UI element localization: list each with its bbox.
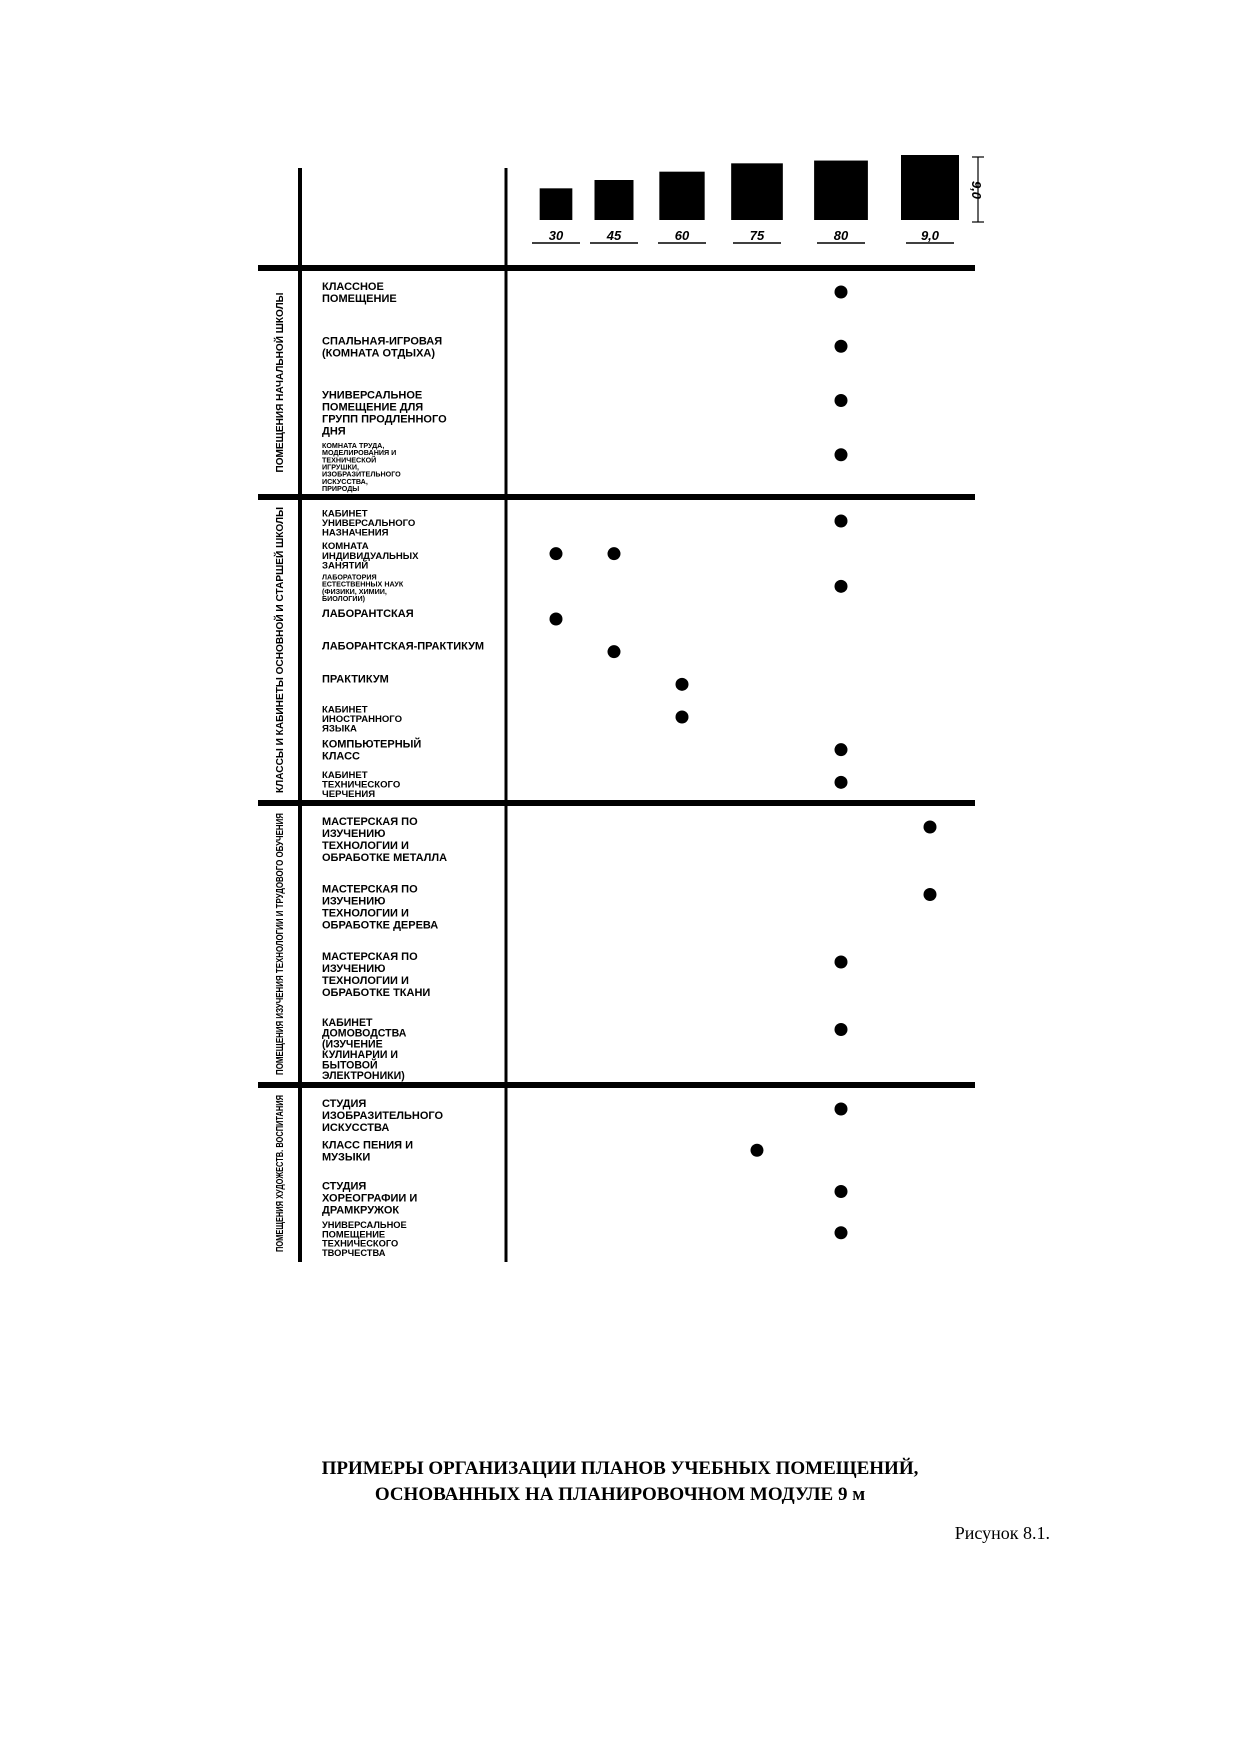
module-bar-5 [814,161,868,220]
room-name-line: ИНДИВИДУАЛЬНЫХ [322,550,419,562]
room-name-line: ЯЗЫКА [322,723,357,735]
room-name-line: ЛАБОРАТОРИЯ [322,573,377,582]
dimension-label: 9,0 [969,180,984,200]
module-bar-2 [595,180,634,220]
room-name-line: ТЕХНОЛОГИИ И [322,907,409,920]
module-dot-2-5 [608,645,621,658]
room-name-line: МОДЕЛИРОВАНИЯ И [322,449,397,458]
room-name-line: ДРАМКРУЖОК [322,1204,400,1217]
room-name-line: (КОМНАТА ОТДЫХА) [322,347,436,360]
module-bar-6 [901,155,959,220]
room-name-line: ОБРАБОТКЕ ТКАНИ [322,987,431,999]
room-name-line: ЛАБОРАНТСКАЯ-ПРАКТИКУМ [322,640,485,653]
room-name-2-2 [322,541,419,571]
room-name-line: КАБИНЕТ [322,508,368,520]
room-name-line: (ФИЗИКИ, ХИМИИ, [322,587,387,596]
group-title-1: ПОМЕЩЕНИЯ НАЧАЛЬНОЙ ШКОЛЫ [274,284,286,473]
module-dot-2-8 [835,743,848,756]
room-name-line: ПОМЕЩЕНИЕ ДЛЯ [322,401,424,414]
group-title-3: ПОМЕЩЕНИЯ ИЗУЧЕНИЯ ТЕХНОЛОГИИ И ТРУДОВОГО ОБУЧЕНИЯ [274,727,286,1075]
room-name-line: ПРАКТИКУМ [322,673,389,686]
room-name-line: ИНОСТРАННОГО [322,714,403,726]
room-name-line: МАСТЕРСКАЯ ПО [322,816,418,828]
module-label-2: 45 [606,228,622,243]
room-name-line: ЭЛЕКТРОНИКИ) [322,1070,405,1082]
module-label-6: 9,0 [920,228,940,243]
room-name-line: ТЕХНИЧЕСКОЙ [322,456,377,465]
room-name-line: ИСКУССТВА [322,1122,390,1134]
module-dot-1-4 [835,448,848,461]
room-name-2-3 [322,574,404,604]
room-name-line: ИЗУЧЕНИЮ [322,895,386,908]
module-bar-1 [540,188,573,220]
module-dot-3-4 [835,1023,848,1036]
room-name-2-8 [322,738,421,763]
room-name-line: КОМНАТА [322,541,369,553]
module-dot-2-2 [550,547,563,560]
room-name-line: КАБИНЕТ [322,704,368,716]
room-name-1-4 [322,442,401,493]
caption-line-2: ОСНОВАННЫХ НА ПЛАНИРОВОЧНОМ МОДУЛЕ 9 м [374,1484,866,1505]
room-name-1-2 [322,335,442,359]
room-name-line: СПАЛЬНАЯ-ИГРОВАЯ [322,335,443,348]
room-name-line: МУЗЫКИ [322,1151,371,1164]
room-name-line: КАБИНЕТ [322,1017,373,1030]
room-name-2-1 [322,509,416,539]
room-name-line: ИЗОБРАЗИТЕЛЬНОГО [322,470,401,479]
room-name-line: НАЗНАЧЕНИЯ [322,527,389,539]
room-name-line: ГРУПП ПРОДЛЕННОГО [322,413,447,426]
room-name-line: ЗАНЯТИЙ [322,560,369,572]
module-dot-3-3 [835,956,848,969]
room-name-line: ЛАБОРАНТСКАЯ [322,608,414,620]
module-dot-2-9 [835,776,848,789]
room-name-line: КОМПЬЮТЕРНЫЙ [322,738,422,751]
module-dot-4-3 [835,1185,848,1198]
room-name-line: КОМНАТА ТРУДА, [322,441,385,450]
module-dot-2-7 [676,711,689,724]
group-separator-1 [258,494,975,500]
room-name-line: ОБРАБОТКЕ МЕТАЛЛА [322,852,448,864]
room-name-line: КАБИНЕТ [322,769,368,781]
module-label-3: 60 [674,228,690,243]
module-dot-1-1 [835,286,848,299]
caption-line-1: ПРИМЕРЫ ОРГАНИЗАЦИИ ПЛАНОВ УЧЕБНЫХ ПОМЕЩЕНИЙ, [321,1458,919,1479]
room-name-4-1 [322,1098,443,1134]
module-bar-4 [731,163,783,220]
module-dot-2-3 [835,580,848,593]
module-dot-2-4 [550,613,563,626]
module-label-5: 80 [833,228,849,243]
module-dot-1-2 [835,340,848,353]
module-label-4: 75 [749,228,765,243]
module-dot-4-1 [835,1103,848,1116]
room-name-line: ПОМЕЩЕНИЕ [322,293,397,305]
room-name-line: ЧЕРЧЕНИЯ [322,789,376,800]
room-name-2-5 [322,641,484,653]
group-separator-2 [258,800,975,806]
room-name-line: ДНЯ [322,425,346,438]
room-name-4-3 [322,1181,417,1217]
room-name-line: КЛАСС ПЕНИЯ И [322,1139,414,1152]
room-name-line: МАСТЕРСКАЯ ПО [322,883,418,896]
room-name-line: ЕСТЕСТВЕННЫХ НАУК [322,580,404,589]
module-dot-1-3 [835,394,848,407]
room-name-line: СТУДИЯ [322,1180,367,1193]
room-name-line: ИСКУССТВА, [322,477,368,486]
room-name-line: ТЕХНИЧЕСКОГО [322,779,401,791]
room-name-3-3 [322,951,430,999]
module-label-1: 30 [548,228,564,243]
room-name-4-4 [322,1220,407,1258]
room-name-line: ТЕХНОЛОГИИ И [322,975,409,987]
module-dot-2-1 [835,515,848,528]
room-name-line: МАСТЕРСКАЯ ПО [322,951,418,963]
room-name-3-2 [322,884,438,932]
room-name-2-4 [322,608,414,620]
room-name-1-3 [322,390,447,438]
room-name-2-6 [322,673,389,685]
room-name-line: ИГРУШКИ, [322,463,360,472]
room-name-line: ДОМОВОДСТВА [322,1027,407,1040]
room-name-line: ИЗОБРАЗИТЕЛЬНОГО [322,1110,444,1122]
room-name-line: ПРИРОДЫ [322,485,360,493]
room-name-line: УНИВЕРСАЛЬНОЕ [322,389,423,402]
room-name-line: КЛАСС [322,750,360,763]
room-name-line: (ИЗУЧЕНИЕ [322,1038,383,1051]
header-separator [258,265,975,271]
room-name-3-4 [322,1017,407,1082]
group-title-2: КЛАССЫ И КАБИНЕТЫ ОСНОВНОЙ И СТАРШЕЙ ШКОЛЫ [274,495,286,793]
room-name-4-2 [322,1139,413,1163]
room-name-1-1 [322,281,397,305]
room-name-line: ТВОРЧЕСТВА [322,1248,386,1258]
room-name-2-7 [322,705,403,735]
module-dot-3-2 [924,888,937,901]
room-name-line: БИОЛОГИИ) [322,595,365,603]
room-name-line: УНИВЕРСАЛЬНОЕ [322,1220,407,1231]
module-dot-2-6 [676,678,689,691]
room-name-line: ИЗУЧЕНИЮ [322,828,386,840]
figure-label: Рисунок 8.1. [954,1523,1050,1543]
room-name-line: ИЗУЧЕНИЮ [322,963,386,975]
module-dot-2-2 [608,547,621,560]
group-separator-3 [258,1082,975,1088]
module-bar-3 [659,172,704,220]
room-name-line: ОБРАБОТКЕ ДЕРЕВА [322,919,439,932]
room-name-line: ТЕХНОЛОГИИ И [322,840,409,852]
room-name-line: КУЛИНАРИИ И [322,1048,399,1061]
module-dot-3-1 [924,821,937,834]
room-name-line: ТЕХНИЧЕСКОГО [322,1238,399,1249]
room-name-line: ХОРЕОГРАФИИ И [322,1192,418,1205]
module-dot-4-4 [835,1226,848,1239]
room-name-line: БЫТОВОЙ [322,1059,378,1072]
room-name-line: КЛАССНОЕ [322,281,384,293]
room-name-line: УНИВЕРСАЛЬНОГО [322,518,416,530]
room-name-line: ПОМЕЩЕНИЕ [322,1229,386,1240]
group-title-4: ПОМЕЩЕНИЯ ХУДОЖЕСТВ. ВОСПИТАНИЯ [274,1030,286,1252]
room-name-line: СТУДИЯ [322,1098,367,1110]
room-name-2-9 [322,770,401,800]
room-name-3-1 [322,816,447,864]
module-dot-4-2 [751,1144,764,1157]
